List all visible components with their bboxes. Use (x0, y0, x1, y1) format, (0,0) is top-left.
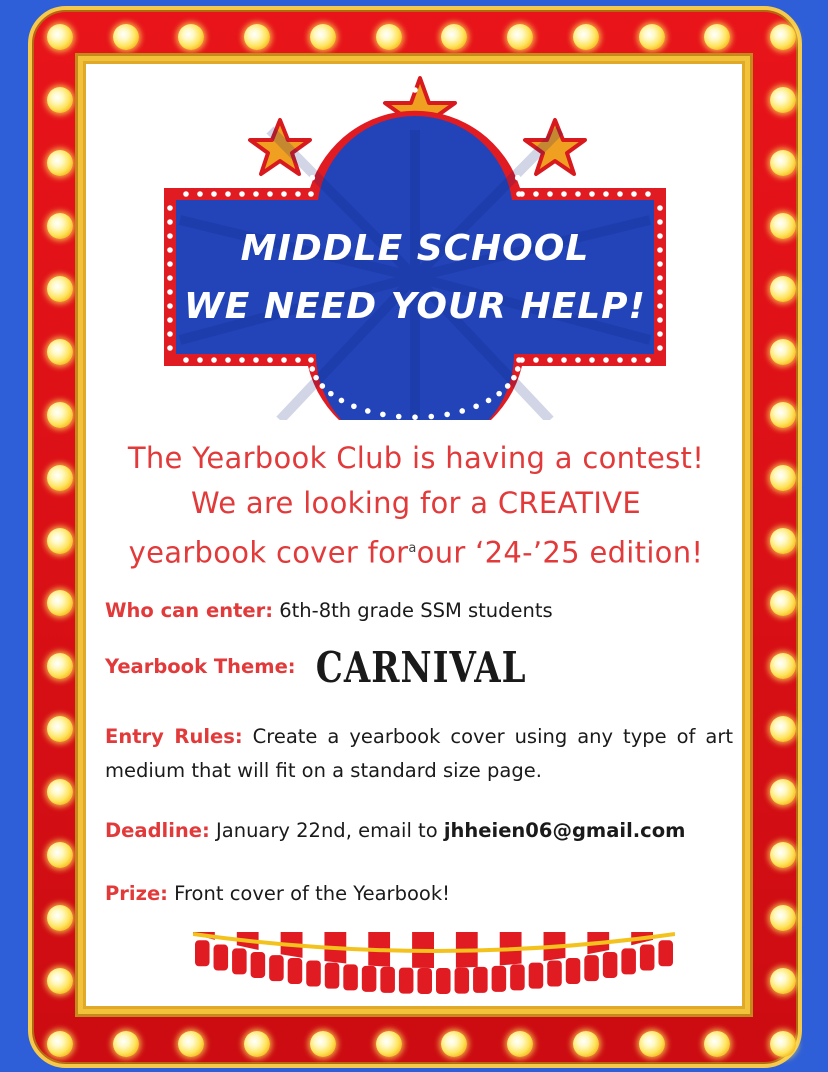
sign-light (267, 357, 273, 363)
sign-light (267, 191, 273, 197)
light-bulb (47, 968, 73, 994)
headline-stray-mark: a (408, 541, 417, 556)
awning-flap (529, 963, 544, 989)
sign-light (412, 87, 418, 93)
sign-light (167, 317, 173, 323)
light-bulb (770, 528, 796, 554)
sign-light (167, 261, 173, 267)
sign-light (239, 357, 245, 363)
sign-light (657, 289, 663, 295)
sign-light (444, 92, 450, 98)
sign-light (505, 144, 511, 150)
light-bulb (770, 339, 796, 365)
sign-light (167, 303, 173, 309)
who-label: Who can enter: (105, 599, 274, 622)
who-value: 6th-8th grade SSM students (279, 599, 553, 622)
awning-flap (325, 963, 340, 989)
sign-light (396, 88, 402, 94)
sign-light (167, 275, 173, 281)
headline-line-1: The Yearbook Club is having a contest! (127, 441, 705, 475)
sign-light (225, 357, 231, 363)
awning-flap (640, 945, 655, 971)
headline-line-3 (96, 526, 736, 576)
light-bulb (507, 24, 533, 50)
sign-light (657, 233, 663, 239)
light-bulb (244, 1031, 270, 1057)
sign-light (459, 99, 465, 105)
sign-light (281, 191, 287, 197)
awning-flap (288, 958, 303, 984)
sign-light (657, 303, 663, 309)
sign-light (444, 412, 450, 418)
sign-light (308, 357, 314, 363)
sign-line-2: WE NEED YOUR HELP! (184, 286, 646, 327)
light-bulb (47, 276, 73, 302)
light-bulb (47, 905, 73, 931)
sign-light (657, 317, 663, 323)
light-bulb (639, 24, 665, 50)
marquee-sign (150, 70, 680, 420)
sign-light (589, 357, 595, 363)
awning-flap (436, 968, 451, 994)
sign-light (197, 191, 203, 197)
awning-flap (603, 952, 618, 978)
sign-light (211, 357, 217, 363)
sign-light (657, 331, 663, 337)
sign-light (167, 205, 173, 211)
awning-flap (343, 964, 358, 990)
sign-light (496, 391, 502, 397)
sign-light (167, 219, 173, 225)
sign-light (533, 357, 539, 363)
sign-light (396, 414, 402, 420)
light-bulb (770, 968, 796, 994)
awning-flap (362, 966, 377, 992)
headline-line-3-a: yearbook cover for (128, 535, 409, 570)
sign-light (351, 403, 357, 409)
sign-light (351, 107, 357, 113)
sign-light (515, 366, 521, 372)
sign-light (253, 191, 259, 197)
sign-light (496, 130, 502, 136)
sign-light (657, 247, 663, 253)
sign-light (657, 219, 663, 225)
sign-light (253, 357, 259, 363)
sign-light (183, 357, 189, 363)
sign-light (575, 191, 581, 197)
sign-light (589, 191, 595, 197)
awning-flap (584, 955, 599, 981)
light-bulb (770, 276, 796, 302)
awning-flap (658, 940, 673, 966)
light-bulb (770, 465, 796, 491)
sign-light (516, 357, 522, 363)
light-bulb (47, 150, 73, 176)
sign-light (561, 357, 567, 363)
rules-value: Create a yearbook cover using any type of art medium that will fit on a standard size page. (105, 725, 734, 782)
sign-light (339, 118, 345, 124)
sign-light (631, 357, 637, 363)
sign-light (197, 357, 203, 363)
light-bulb (770, 213, 796, 239)
light-bulb (770, 87, 796, 113)
deadline-value: January 22nd, email to (216, 819, 438, 842)
sign-light (547, 357, 553, 363)
light-bulb (47, 1031, 73, 1057)
awning-flap (547, 961, 562, 987)
awning-flap (251, 952, 266, 978)
sign-light (412, 414, 418, 420)
circus-awning (193, 932, 675, 1000)
sign-light (281, 357, 287, 363)
light-bulb (376, 1031, 402, 1057)
awning-flap (621, 948, 636, 974)
sign-light (603, 191, 609, 197)
contest-headline (96, 436, 736, 576)
sign-light (380, 92, 386, 98)
sign-light (657, 345, 663, 351)
sign-light (380, 412, 386, 418)
deadline-label: Deadline: (105, 819, 210, 842)
sign-light (657, 261, 663, 267)
sign-light (486, 118, 492, 124)
sign-light (309, 366, 315, 372)
awning-flap (473, 967, 488, 993)
sign-light (511, 159, 517, 165)
sign-light (295, 357, 301, 363)
headline-line-3-b: our ‘24-’25 edition! (416, 535, 704, 570)
sign-light (428, 88, 434, 94)
sign-light (657, 275, 663, 281)
awning-flap (399, 968, 414, 994)
light-bulb (47, 87, 73, 113)
sign-light (486, 398, 492, 404)
sign-light (533, 191, 539, 197)
light-bulb (310, 24, 336, 50)
theme-label: Yearbook Theme: (105, 655, 296, 678)
light-bulb (113, 24, 139, 50)
light-bulb (376, 24, 402, 50)
entry-rules (105, 720, 733, 788)
light-bulb (47, 842, 73, 868)
sign-light (547, 191, 553, 197)
sign-light (167, 289, 173, 295)
prize-label: Prize: (105, 882, 168, 905)
awning-flap (306, 961, 321, 987)
light-bulb (47, 24, 73, 50)
awning-flap (455, 968, 470, 994)
prize-value: Front cover of the Yearbook! (174, 882, 450, 905)
sign-light (516, 191, 522, 197)
light-bulb (770, 1031, 796, 1057)
awning-flap (269, 955, 284, 981)
sign-light (473, 403, 479, 409)
sign-light (339, 398, 345, 404)
light-bulb (47, 528, 73, 554)
headline-line-2: We are looking for a CREATIVE (190, 486, 642, 520)
deadline-email[interactable]: jhheien06@gmail.com (443, 819, 686, 842)
awning-flap (492, 966, 507, 992)
sign-line-1: MIDDLE SCHOOL (240, 228, 590, 269)
sign-light (645, 357, 651, 363)
awning-flap (232, 948, 247, 974)
sign-light (365, 408, 371, 414)
sign-light (631, 191, 637, 197)
sign-light (167, 345, 173, 351)
sign-light (645, 191, 651, 197)
sign-light (309, 175, 315, 181)
sign-light (239, 191, 245, 197)
sign-light (459, 408, 465, 414)
sign-light (617, 191, 623, 197)
sign-light (603, 357, 609, 363)
sign-light (657, 205, 663, 211)
sign-light (575, 357, 581, 363)
light-bulb (47, 465, 73, 491)
light-bulb (244, 24, 270, 50)
sign-light (428, 414, 434, 420)
light-bulb (770, 905, 796, 931)
light-bulb (47, 402, 73, 428)
deadline (105, 814, 733, 848)
sign-light (365, 99, 371, 105)
light-bulb (47, 213, 73, 239)
light-bulb (573, 24, 599, 50)
rules-label: Entry Rules: (105, 725, 243, 748)
sign-light (561, 191, 567, 197)
sign-light (167, 331, 173, 337)
sign-light (225, 191, 231, 197)
light-bulb (770, 842, 796, 868)
awning-flap (510, 964, 525, 990)
sign-light (328, 130, 334, 136)
awning-flap (417, 968, 432, 994)
awning-flap (214, 945, 229, 971)
light-bulb (47, 339, 73, 365)
prize (105, 877, 733, 911)
light-bulb (770, 150, 796, 176)
sign-light (320, 383, 326, 389)
sign-light (295, 191, 301, 197)
sign-light (511, 375, 517, 381)
yearbook-theme (105, 642, 733, 693)
sign-light (328, 391, 334, 397)
light-bulb (113, 1031, 139, 1057)
sign-light (515, 175, 521, 181)
sign-light (167, 233, 173, 239)
sign-light (183, 191, 189, 197)
sign-light (505, 383, 511, 389)
sign-light (473, 107, 479, 113)
sign-light (308, 191, 314, 197)
awning-flap (566, 958, 581, 984)
light-bulb (310, 1031, 336, 1057)
awning-flap (195, 940, 210, 966)
sign-light (313, 375, 319, 381)
light-bulb (639, 1031, 665, 1057)
who-can-enter (105, 594, 733, 628)
light-bulb (507, 1031, 533, 1057)
sign-light (617, 357, 623, 363)
awning-flap (380, 967, 395, 993)
sign-light (211, 191, 217, 197)
light-bulb (573, 1031, 599, 1057)
sign-light (167, 247, 173, 253)
sign-light (320, 144, 326, 150)
theme-value: CARNIVAL (315, 642, 527, 693)
sign-light (313, 159, 319, 165)
light-bulb (770, 402, 796, 428)
light-bulb (770, 24, 796, 50)
